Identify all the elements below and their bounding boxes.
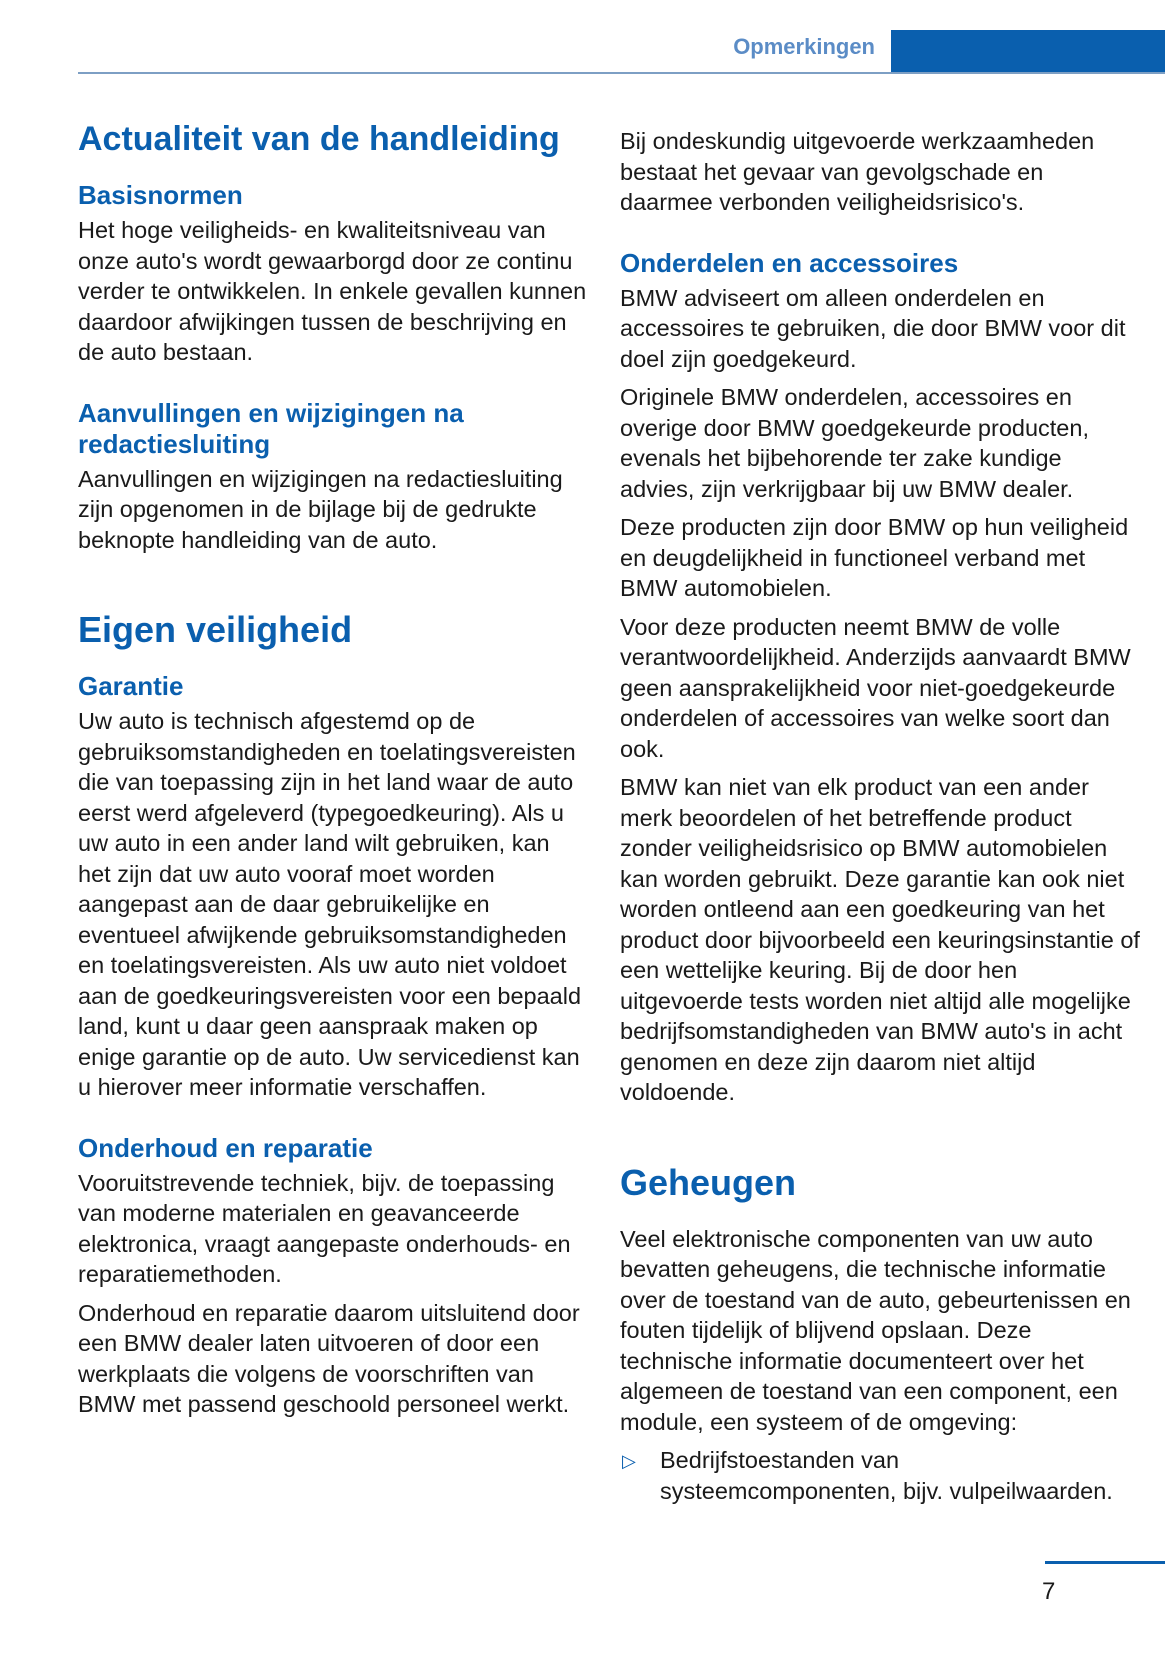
heading-onderhoud: Onderhoud en reparatie <box>78 1132 373 1163</box>
list-item-text: Bedrijfstoestanden van systeemcomponenten, bijv. vulpeilwaarden. <box>660 1447 1113 1504</box>
section-title-eigen-veiligheid: Eigen veiligheid <box>78 609 353 650</box>
right-column <box>620 126 1140 1506</box>
heading-basisnormen: Basisnormen <box>78 180 243 210</box>
page-number: 7 <box>1042 1578 1056 1605</box>
header-accent-block <box>891 30 1165 74</box>
paragraph-onderhoud-2: Onderhoud en reparatie daarom uitsluitend door een BMW dealer laten uitvoeren of door een werkplaats die volgens de voorschriften van BMW met passend geschoold personeel werkt. <box>78 1299 580 1417</box>
paragraph-onderdelen-5: BMW kan niet van elk product van een ander merk beoordelen of het betreffende product zonder veiligheidsrisico op BMW automobielen kan worden gebruikt. Deze garantie kan ook niet worden ontleend aan een goedkeuring van het product door bijvoorbeeld een keuringsinstantie of een wettelijke keuring. Bij de door hen uitgevoerde tests worden niet altijd alle mogelijke bedrijfsomstandigheden van BMW auto's in acht genomen en deze zijn daarom niet altijd voldoende. <box>620 774 1140 1105</box>
footer-divider <box>1045 1561 1165 1564</box>
header-divider <box>78 72 1165 74</box>
paragraph-garantie: Uw auto is technisch afgestemd op de gebruiksomstandigheden en toelatingsvereisten die van toepassing zijn in het land waar de auto eerst werd afgeleverd (typegoedkeuring). Als u uw auto in een ander land wilt gebruiken, kan het zijn dat uw auto vooraf moet worden aangepast aan de daar gebruikelijke en eventueel afwijkende gebruiksomstandigheden en toelatingsvereisten. Als uw auto niet voldoet aan de goedkeuringsvereisten voor een bepaald land, kunt u daar geen aanspraak maken op enige garantie op de auto. Uw servicedienst kan u hierover meer informatie verschaffen. <box>78 708 582 1100</box>
left-column <box>78 120 588 1428</box>
paragraph-onderdelen-4: Voor deze producten neemt BMW de volle verantwoordelijkheid. Anderzijds aanvaardt BMW geen aansprakelijkheid voor niet-goedgekeurde onderdelen of accessoires van welke soort dan ook. <box>620 613 1131 762</box>
paragraph-geheugen: Veel elektronische componenten van uw auto bevatten geheugens, die technische informatie over de toestand van de auto, gebeurtenissen en fouten tijdelijk of blijvend opslaan. Deze technische informatie documenteert over het algemeen de toestand van een component, een module, een systeem of de omgeving: <box>620 1225 1131 1435</box>
paragraph-intro: Bij ondeskundig uitgevoerde werkzaamheden bestaat het gevaar van gevolgschade en daarmee verbonden veiligheidsrisico's. <box>620 128 1095 215</box>
paragraph-onderhoud-1: Vooruitstrevende techniek, bijv. de toepassing van moderne materialen en geavanceerde elektronica, vraagt aangepaste onderhouds- en reparatiemethoden. <box>78 1169 571 1287</box>
paragraph-onderdelen-3: Deze producten zijn door BMW op hun veiligheid en deugdelijkheid in functioneel verband met BMW automobielen. <box>620 514 1129 601</box>
paragraph-onderdelen-1: BMW adviseert om alleen onderdelen en accessoires te gebruiken, die door BMW voor dit doel zijn goedgekeurd. <box>620 284 1126 372</box>
heading-aanvullingen: Aanvullingen en wijzigingen na redactiesluiting <box>78 397 464 459</box>
heading-garantie: Garantie <box>78 671 184 701</box>
paragraph-basisnormen: Het hoge veiligheids- en kwaliteitsniveau van onze auto's wordt gewaarborgd door ze continu verder te ontwikkelen. In enkele gevallen kunnen daardoor afwijkingen tussen de beschrijving en de auto bestaan. <box>78 217 587 365</box>
list-item <box>620 1445 1140 1506</box>
running-header-title: Opmerkingen <box>733 34 875 59</box>
heading-onderdelen: Onderdelen en accessoires <box>620 247 959 278</box>
paragraph-onderdelen-2: Originele BMW onderdelen, accessoires en overige door BMW goedgekeurde producten, evenals het bijbehorende ter zake kundige advies, zijn verkrijgbaar bij uw BMW dealer. <box>620 384 1089 502</box>
section-title-actualiteit: Actualiteit van de handleiding <box>78 120 560 158</box>
triangle-bullet-icon: ▷ <box>622 1451 636 1471</box>
section-title-geheugen: Geheugen <box>620 1161 797 1203</box>
bullet-list <box>620 1445 1140 1506</box>
paragraph-aanvullingen: Aanvullingen en wijzigingen na redactiesluiting zijn opgenomen in de bijlage bij de gedrukte beknopte handleiding van de auto. <box>78 465 563 553</box>
